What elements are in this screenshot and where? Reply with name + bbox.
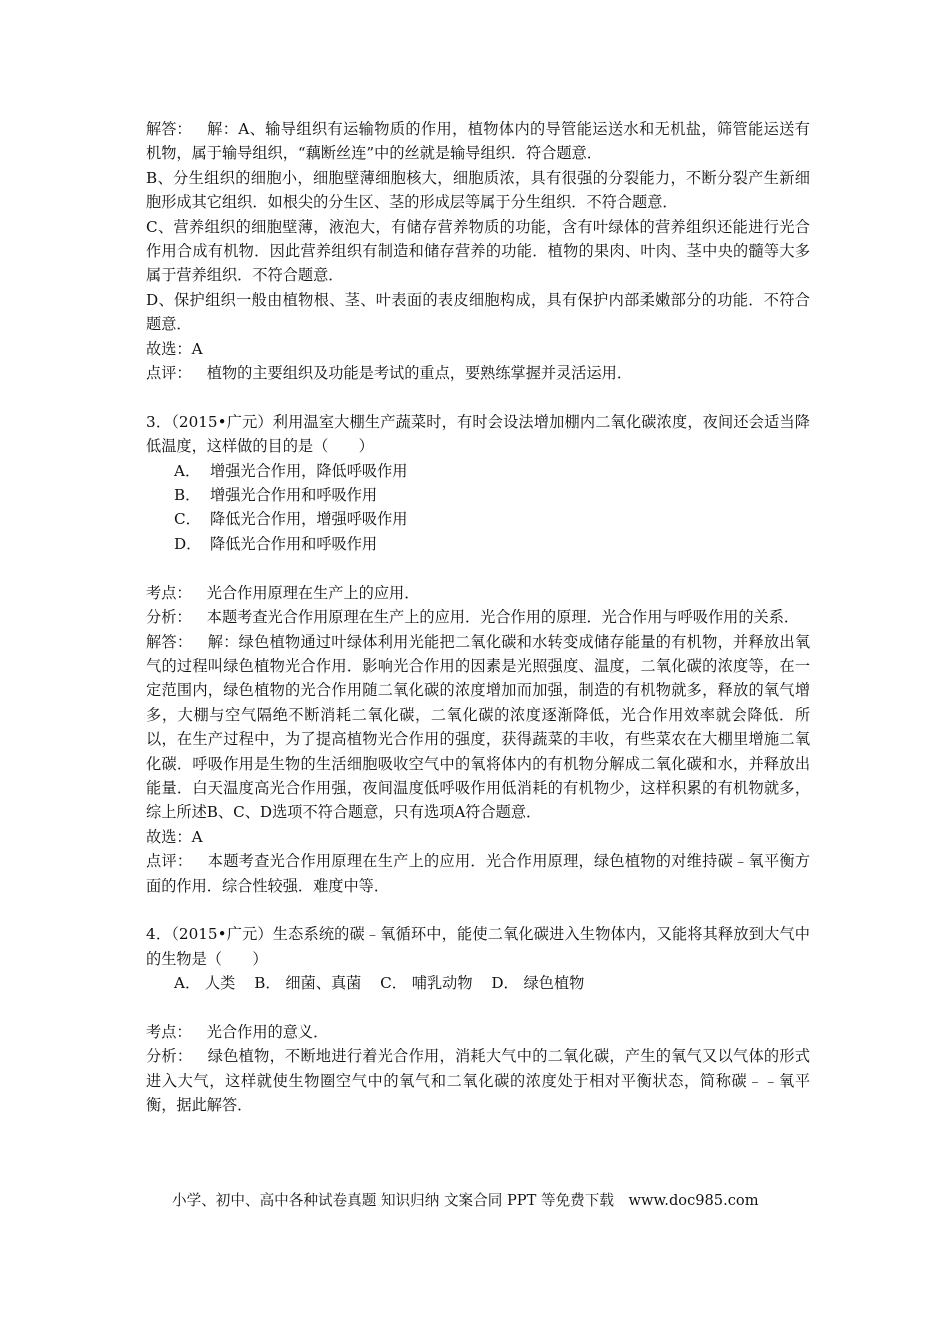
q3-option-d: D． 降低光合作用和呼吸作用 bbox=[174, 534, 378, 553]
page-footer: 小学、初中、高中各种试卷真题 知识归纳 文案合同 PPT 等免费下载 www.doc985.com bbox=[172, 1192, 759, 1209]
q3-option-a: A． 增强光合作用，降低呼吸作用 bbox=[174, 461, 408, 480]
q3-option-b: B． 增强光合作用和呼吸作用 bbox=[174, 486, 378, 505]
q3-stem: 3．（2015•广元）利用温室大棚生产蔬菜时，有时会设法增加棚内二氧化碳浓度，夜间还会适当降低温度，这样做的目的是（ ） bbox=[146, 412, 810, 456]
q4-option-b: B． 细菌、真菌 bbox=[254, 974, 362, 993]
q3-fenxi: 分析： 本题考查光合作用原理在生产上的应用．光合作用的原理．光合作用与呼吸作用的关系． bbox=[146, 608, 800, 627]
document-body bbox=[146, 117, 810, 1118]
q4-option-c: C． 哺乳动物 bbox=[380, 974, 473, 993]
q3-option-c: C． 降低光合作用，增强呼吸作用 bbox=[174, 510, 408, 529]
answer2-guxuan: 故选：A bbox=[146, 339, 203, 358]
answer2-para-c: C、营养组织的细胞壁薄，液泡大，有储存营养物质的功能，含有叶绿体的营养组织还能进行光合作用合成有机物．因此营养组织有制造和储存营养的功能．植物的果肉、叶肉、茎中央的髓等大多属于营养组织．不符合题意． bbox=[146, 217, 810, 285]
q3-jieda: 解答： 解：绿色植物通过叶绿体利用光能把二氧化碳和水转变成储存能量的有机物，并释放出氧气的过程叫绿色植物光合作用．影响光合作用的因素是光照强度、温度，二氧化碳的浓度等，在一定范围内，绿色植物的光合作用随二氧化碳的浓度增加而加强，制造的有机物就多，释放的氧气增多，大棚与空气隔绝不断消耗二氧化碳，二氧化碳的浓度逐渐降低，光合作用效率就会降低．所以，在生产过程中，为了提高植物光合作用的强度，获得蔬菜的丰收，有些菜农在大棚里增施二氧化碳．呼吸作用是生物的生活细胞吸收空气中的氧将体内的有机物分解成二氧化碳和水，并释放出能量．白天温度高光合作用强，夜间温度低呼吸作用低消耗的有机物少，这样积累的有机物就多，综上所述B、C、D选项不符合题意，只有选项A符合题意． bbox=[146, 632, 810, 822]
answer2-para-b: B、分生组织的细胞小，细胞壁薄细胞核大，细胞质浓，具有很强的分裂能力，不断分裂产生新细胞形成其它组织．如根尖的分生区、茎的形成层等属于分生组织．不符合题意． bbox=[146, 168, 810, 212]
answer2-para-a: 解答： 解：A、输导组织有运输物质的作用，植物体内的导管能运送水和无机盐，筛管能运送有机物，属于输导组织，“藕断丝连”中的丝就是输导组织．符合题意． bbox=[146, 117, 810, 166]
q4-option-a: A． 人类 bbox=[174, 974, 236, 993]
answer2-para-d: D、保护组织一般由植物根、茎、叶表面的表皮细胞构成，具有保护内部柔嫩部分的功能．不符合题意． bbox=[146, 290, 810, 334]
q4-options bbox=[174, 971, 810, 995]
q3-kaodian: 考点： 光合作用原理在生产上的应用． bbox=[146, 583, 420, 602]
q4-kaodian: 考点： 光合作用的意义． bbox=[146, 1022, 329, 1041]
q4-fenxi: 分析： 绿色植物，不断地进行着光合作用，消耗大气中的二氧化碳，产生的氧气又以气体的形式进入大气，这样就使生物圈空气中的氧气和二氧化碳的浓度处于相对平衡状态，简称碳﹣﹣氧平衡，据此解答． bbox=[146, 1047, 810, 1115]
jieda-label: 解答： bbox=[146, 120, 192, 138]
q3-guxuan: 故选：A bbox=[146, 827, 203, 846]
dianping-label: 点评： bbox=[146, 364, 192, 383]
answer2-dianping: 点评： 植物的主要组织及功能是考试的重点，要熟练掌握并灵活运用． bbox=[146, 364, 632, 383]
q4-stem: 4．（2015•广元）生态系统的碳﹣氧循环中，能使二氧化碳进入生物体内，又能将其释放到大气中的生物是（ ） bbox=[146, 925, 810, 968]
q4-option-d: D． 绿色植物 bbox=[491, 974, 585, 993]
q3-dianping: 点评： 本题考查光合作用原理在生产上的应用．光合作用原理，绿色植物的对维持碳﹣氧平衡方面的作用．综合性较强．难度中等． bbox=[146, 852, 810, 895]
